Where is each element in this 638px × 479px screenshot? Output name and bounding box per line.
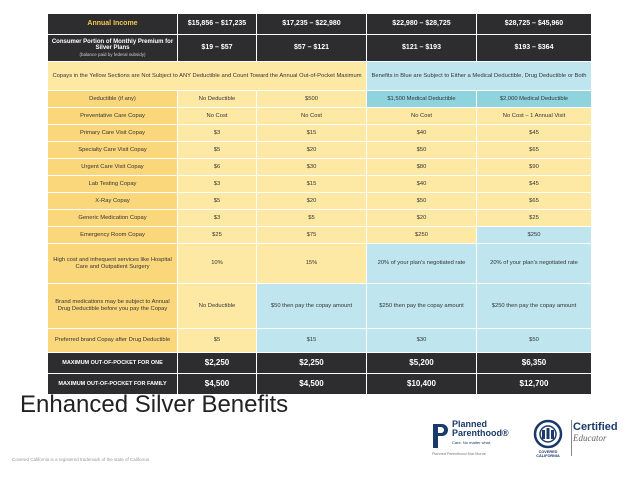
premium-value: $57 – $121	[257, 35, 367, 62]
cell: $30	[257, 159, 367, 176]
cell: No Cost	[178, 108, 257, 125]
educator-text: Educator	[573, 433, 607, 443]
table-row	[48, 244, 592, 284]
oop-value: $4,500	[257, 374, 367, 395]
pp-name: Planned Parenthood®	[452, 419, 509, 438]
income-col: $15,856 – $17,235	[178, 14, 257, 35]
cell: No Cost	[367, 108, 477, 125]
table-row	[48, 142, 592, 159]
cell: $45	[477, 125, 592, 142]
table-row	[48, 108, 592, 125]
covered-california-logo	[527, 418, 569, 462]
income-header-label: Annual Income	[48, 14, 178, 35]
oop-value: $2,250	[257, 353, 367, 374]
cell: $500	[257, 91, 367, 108]
cell: $65	[477, 193, 592, 210]
cell: $2,000 Medical Deductible	[477, 91, 592, 108]
cell: $25	[477, 210, 592, 227]
oop-family-label: MAXIMUM OUT-OF-POCKET FOR FAMILY	[48, 374, 178, 395]
cell: $250	[367, 227, 477, 244]
cell: $15	[257, 176, 367, 193]
cell: 20% of your plan's negotiated rate	[477, 244, 592, 284]
cell: $6	[178, 159, 257, 176]
slide-title: Enhanced Silver Benefits	[20, 391, 289, 418]
cell: $3	[178, 176, 257, 193]
oop-value: $5,200	[367, 353, 477, 374]
trademark-disclaimer: Covered California is a registered trademark of the state of California	[12, 457, 150, 462]
premium-value: $19 – $57	[178, 35, 257, 62]
cell: $45	[477, 176, 592, 193]
cell: $65	[477, 142, 592, 159]
table-row	[48, 210, 592, 227]
cell: $90	[477, 159, 592, 176]
cell: $15	[257, 125, 367, 142]
row-label: Deductible (if any)	[48, 91, 178, 108]
oop-value: $12,700	[477, 374, 592, 395]
table-row	[48, 329, 592, 353]
cell: $5	[178, 193, 257, 210]
info-row	[48, 62, 592, 91]
premium-row	[48, 35, 592, 62]
row-label: Urgent Care Visit Copay	[48, 159, 178, 176]
planned-parenthood-logo	[432, 420, 522, 460]
row-label: Preventative Care Copay	[48, 108, 178, 125]
cell: $20	[257, 193, 367, 210]
cell: 15%	[257, 244, 367, 284]
oop-one-label: MAXIMUM OUT-OF-POCKET FOR ONE	[48, 353, 178, 374]
row-label: Brand medications may be subject to Annual Drug Deductible before you pay the Copay	[48, 284, 178, 329]
table-row	[48, 125, 592, 142]
table-row	[48, 176, 592, 193]
cell: $20	[367, 210, 477, 227]
cell: $15	[257, 329, 367, 353]
row-label: Emergency Room Copay	[48, 227, 178, 244]
row-label: Generic Medication Copay	[48, 210, 178, 227]
oop-value: $4,500	[178, 374, 257, 395]
premium-value: $121 – $193	[367, 35, 477, 62]
pp-subtitle: Planned Parenthood Mar Monte	[432, 452, 486, 456]
premium-value: $193 – $364	[477, 35, 592, 62]
row-label: Preferred brand Copay after Drug Deductible	[48, 329, 178, 353]
cell: 10%	[178, 244, 257, 284]
row-label: X-Ray Copay	[48, 193, 178, 210]
cell: $75	[257, 227, 367, 244]
oop-one-row	[48, 353, 592, 374]
oop-value: $2,250	[178, 353, 257, 374]
cell: $5	[257, 210, 367, 227]
cell: $30	[367, 329, 477, 353]
cell: $250	[477, 227, 592, 244]
cell: $40	[367, 176, 477, 193]
cell: No Cost	[257, 108, 367, 125]
cell: $80	[367, 159, 477, 176]
income-col: $28,725 – $45,960	[477, 14, 592, 35]
yellow-section-note: Copays in the Yellow Sections are Not Subject to ANY Deductible and Count Toward the Annual Out-of-Pocket Maximum	[48, 62, 367, 91]
cell: $40	[367, 125, 477, 142]
row-label: High cost and infrequent services like Hospital Care and Outpatient Surgery	[48, 244, 178, 284]
cell: No Deductible	[178, 284, 257, 329]
table-row	[48, 227, 592, 244]
cell: $3	[178, 210, 257, 227]
cell: $50	[477, 329, 592, 353]
covered-california-icon	[527, 418, 569, 450]
cell: $20	[257, 142, 367, 159]
cell: $50	[367, 142, 477, 159]
oop-value: $10,400	[367, 374, 477, 395]
premium-note: (balance paid by federal subsidy)	[79, 52, 146, 58]
premium-label-text: Consumer Portion of Monthly Premium for Silver Plans	[51, 38, 174, 52]
benefits-table	[47, 13, 592, 395]
cell: $50 then pay the copay amount	[257, 284, 367, 329]
cell: $5	[178, 329, 257, 353]
table-row	[48, 159, 592, 176]
row-label: Primary Care Visit Copay	[48, 125, 178, 142]
blue-section-note: Benefits in Blue are Subject to Either a Medical Deductible, Drug Deductible or Both	[367, 62, 592, 91]
cell: $25	[178, 227, 257, 244]
income-col: $17,235 – $22,980	[257, 14, 367, 35]
pp-tagline: Care. No matter what.	[452, 440, 492, 445]
certified-educator-badge	[573, 421, 633, 443]
logo-divider	[571, 420, 572, 456]
cell: No Cost – 1 Annual Visit	[477, 108, 592, 125]
cell: $250 then pay the copay amount	[477, 284, 592, 329]
income-header-row	[48, 14, 592, 35]
certified-text: Certified	[573, 421, 618, 433]
cell: 20% of your plan's negotiated rate	[367, 244, 477, 284]
cell: $3	[178, 125, 257, 142]
cell: No Deductible	[178, 91, 257, 108]
table-row	[48, 193, 592, 210]
row-label: Specialty Care Visit Copay	[48, 142, 178, 159]
table-row	[48, 284, 592, 329]
table-row	[48, 91, 592, 108]
premium-label	[48, 35, 178, 62]
pp-mark-icon	[432, 422, 448, 450]
cell: $5	[178, 142, 257, 159]
cell: $50	[367, 193, 477, 210]
cell: $250 then pay the copay amount	[367, 284, 477, 329]
cc-name: COVERED CALIFORNIA	[536, 450, 560, 459]
income-col: $22,980 – $28,725	[367, 14, 477, 35]
oop-value: $6,350	[477, 353, 592, 374]
row-label: Lab Testing Copay	[48, 176, 178, 193]
cell: $1,500 Medical Deductible	[367, 91, 477, 108]
